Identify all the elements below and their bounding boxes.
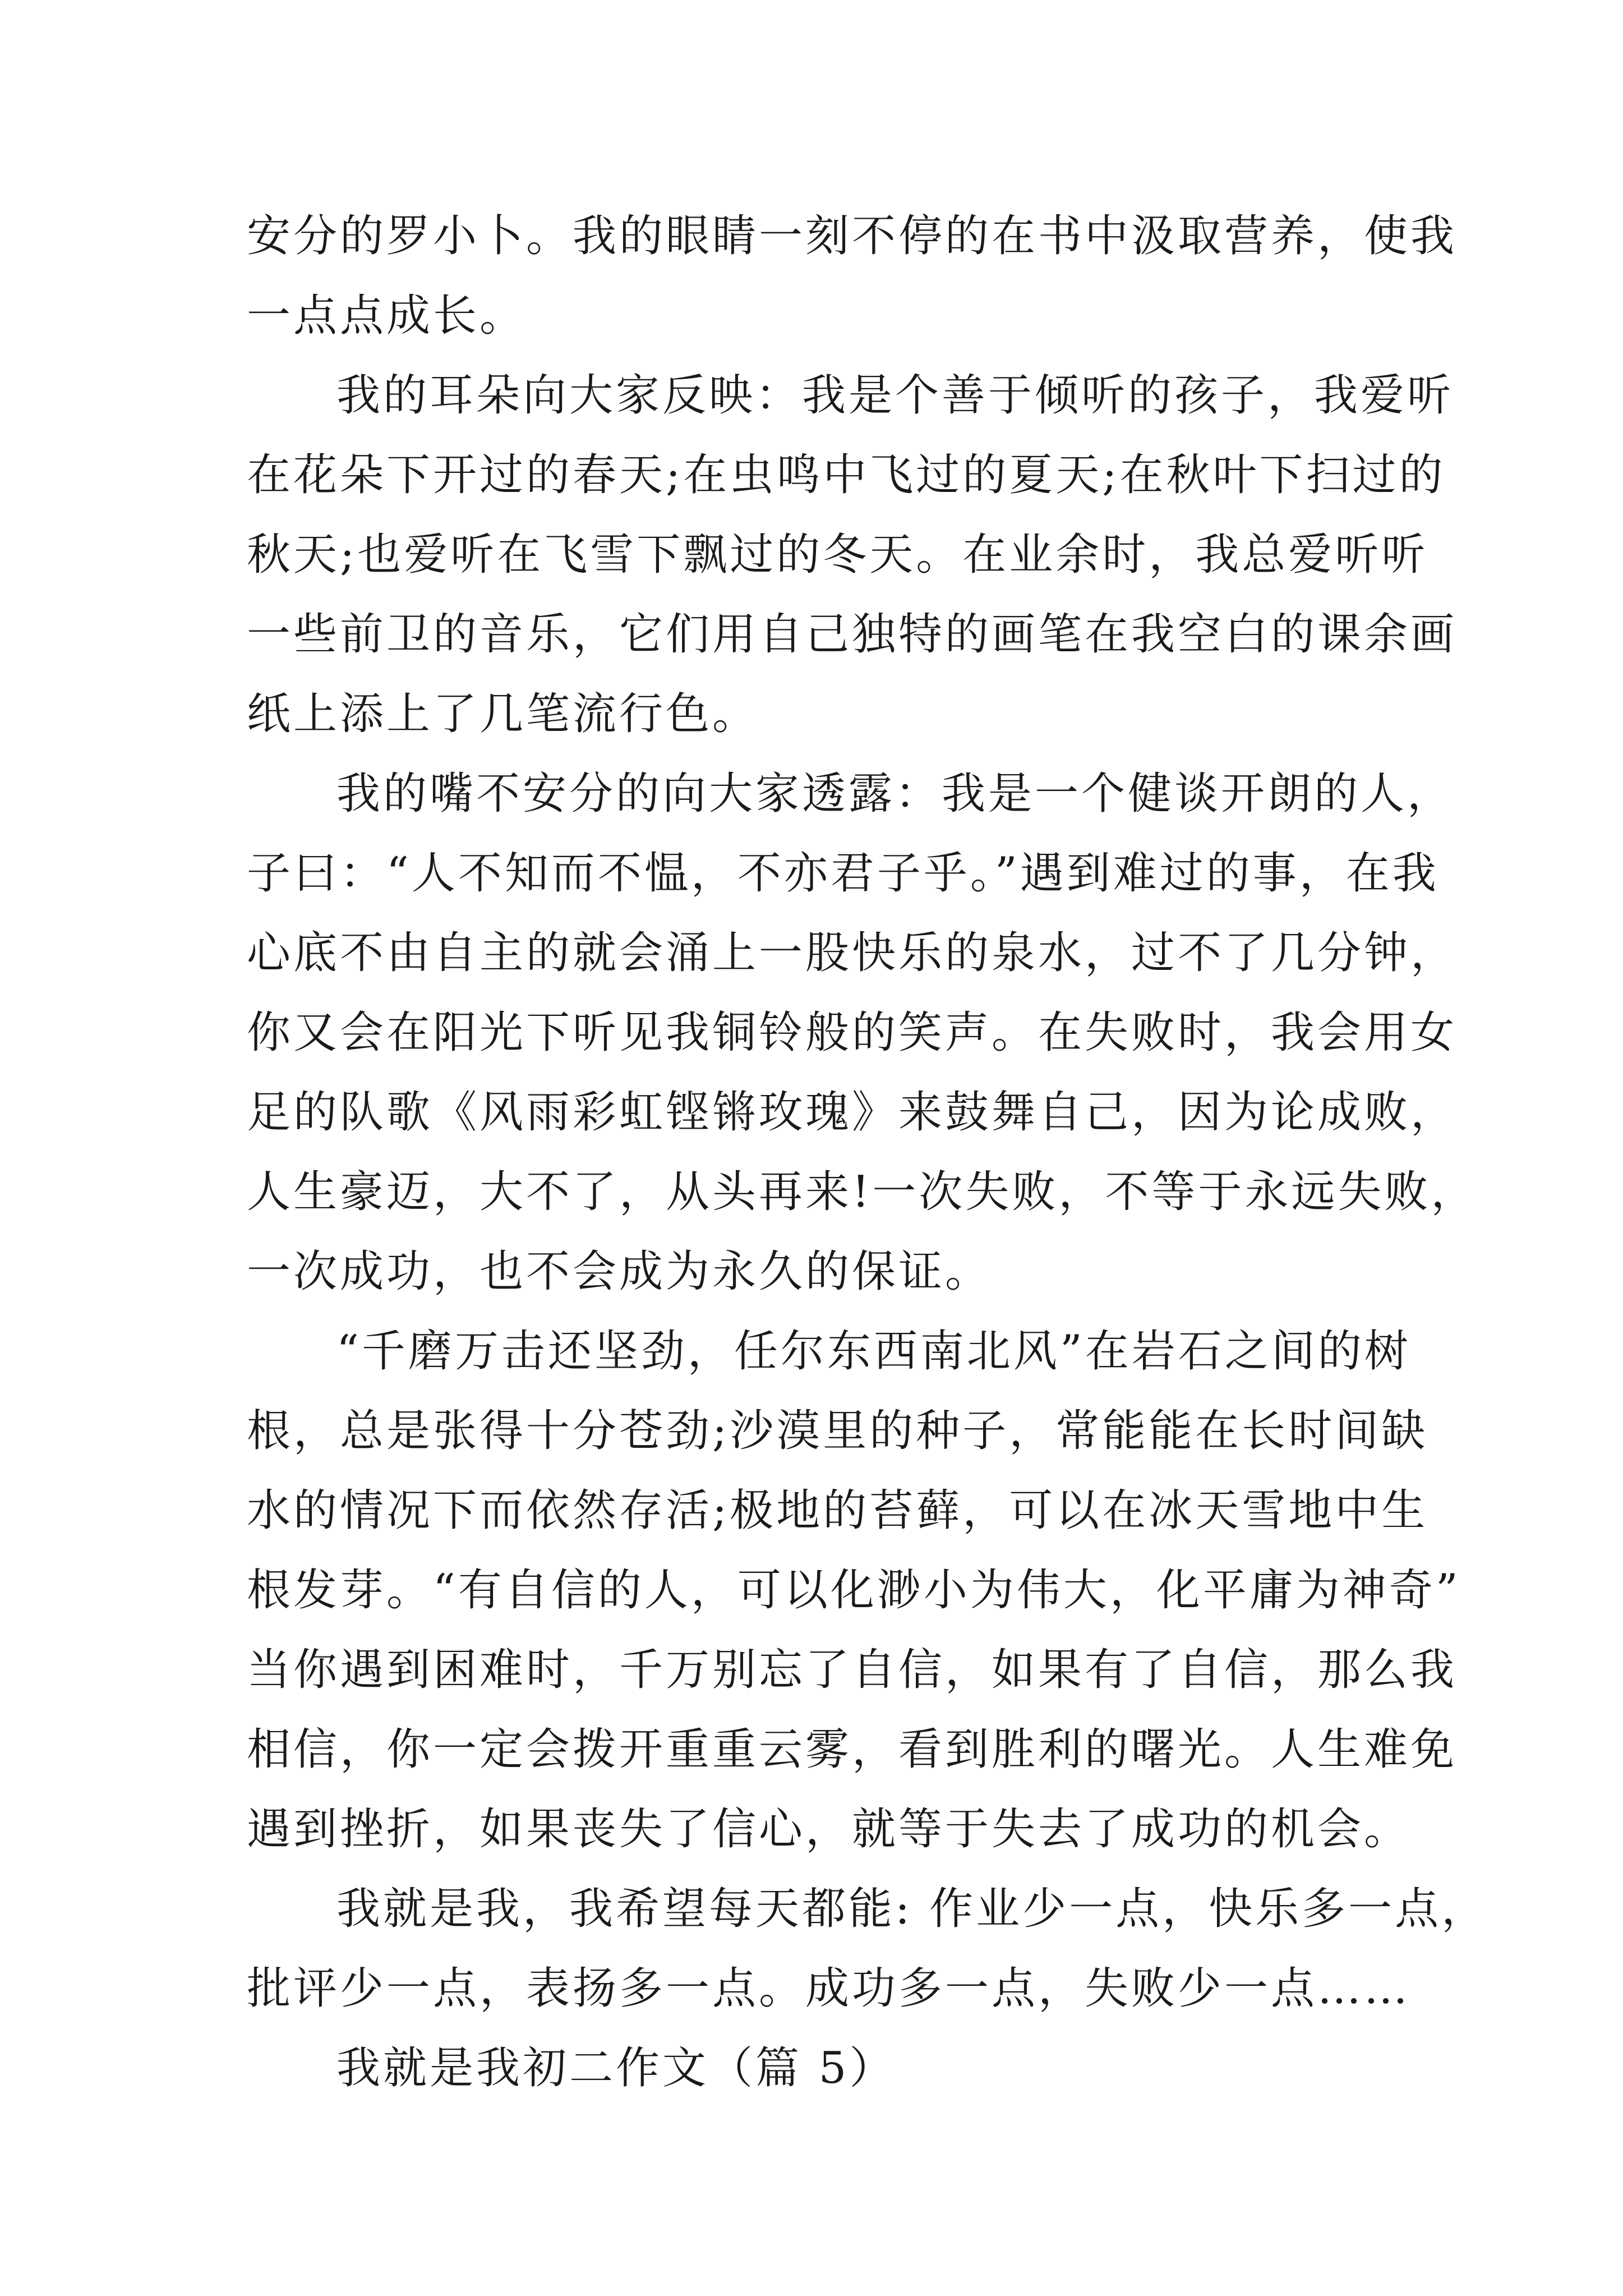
text-line: “千磨万击还坚劲，任尔东西南北风”在岩石之间的树 — [336, 1326, 1411, 1377]
text-line: 足的队歌《风雨彩虹铿锵玫瑰》来鼓舞自己，因为论成败， — [247, 1087, 1458, 1138]
text-line: 人生豪迈，大不了，从头再来!一次失败，不等于永远失败， — [247, 1167, 1478, 1217]
text-line: 在花朵下开过的春天;在虫鸣中飞过的夏天;在秋叶下扫过的 — [247, 450, 1446, 500]
text-line: 我就是我，我希望每天都能: 作业少一点，快乐多一点， — [336, 1884, 1488, 1934]
text-line: 批评少一点，表扬多一点。成功多一点，失败少一点…… — [247, 1963, 1411, 2014]
text-line: 一些前卫的音乐，它们用自己独特的画笔在我空白的课余画 — [247, 609, 1458, 660]
text-line: 一次成功，也不会成为永久的保证。 — [247, 1246, 992, 1297]
text-line: 相信，你一定会拨开重重云雾，看到胜利的曙光。人生难免 — [247, 1724, 1458, 1775]
text-line: 秋天;也爱听在飞雪下飘过的冬天。在业余时，我总爱听听 — [247, 530, 1428, 580]
text-line: 你又会在阳光下听见我铜铃般的笑声。在失败时，我会用女 — [247, 1007, 1458, 1058]
text-line: 我的耳朵向大家反映：我是个善于倾听的孩子，我爱听 — [336, 370, 1454, 421]
text-line: 遇到挫折，如果丧失了信心，就等于失去了成功的机会。 — [247, 1804, 1411, 1855]
essay-body — [247, 196, 1488, 2108]
section-heading: 我就是我初二作文（篇 5） — [336, 2043, 896, 2093]
text-line: 安分的罗小卜。我的眼睛一刻不停的在书中汲取营养，使我 — [247, 211, 1458, 261]
text-line: 我的嘴不安分的向大家透露：我是一个健谈开朗的人， — [336, 769, 1454, 819]
text-line: 纸上添上了几笔流行色。 — [247, 689, 759, 739]
text-line: 一点点成长。 — [247, 291, 527, 341]
text-line: 水的情况下而依然存活;极地的苔藓，可以在冰天雪地中生 — [247, 1485, 1428, 1536]
text-line: 心底不由自主的就会涌上一股快乐的泉水，过不了几分钟， — [247, 928, 1458, 978]
text-line: 子曰：“人不知而不愠，不亦君子乎。”遇到难过的事，在我 — [247, 848, 1439, 899]
text-line: 根，总是张得十分苍劲;沙漠里的种子，常能能在长时间缺 — [247, 1406, 1428, 1456]
text-line: 当你遇到困难时，千万别忘了自信，如果有了自信，那么我 — [247, 1645, 1458, 1695]
text-line: 根发芽。“有自信的人，可以化渺小为伟大，化平庸为神奇” — [247, 1565, 1461, 1616]
